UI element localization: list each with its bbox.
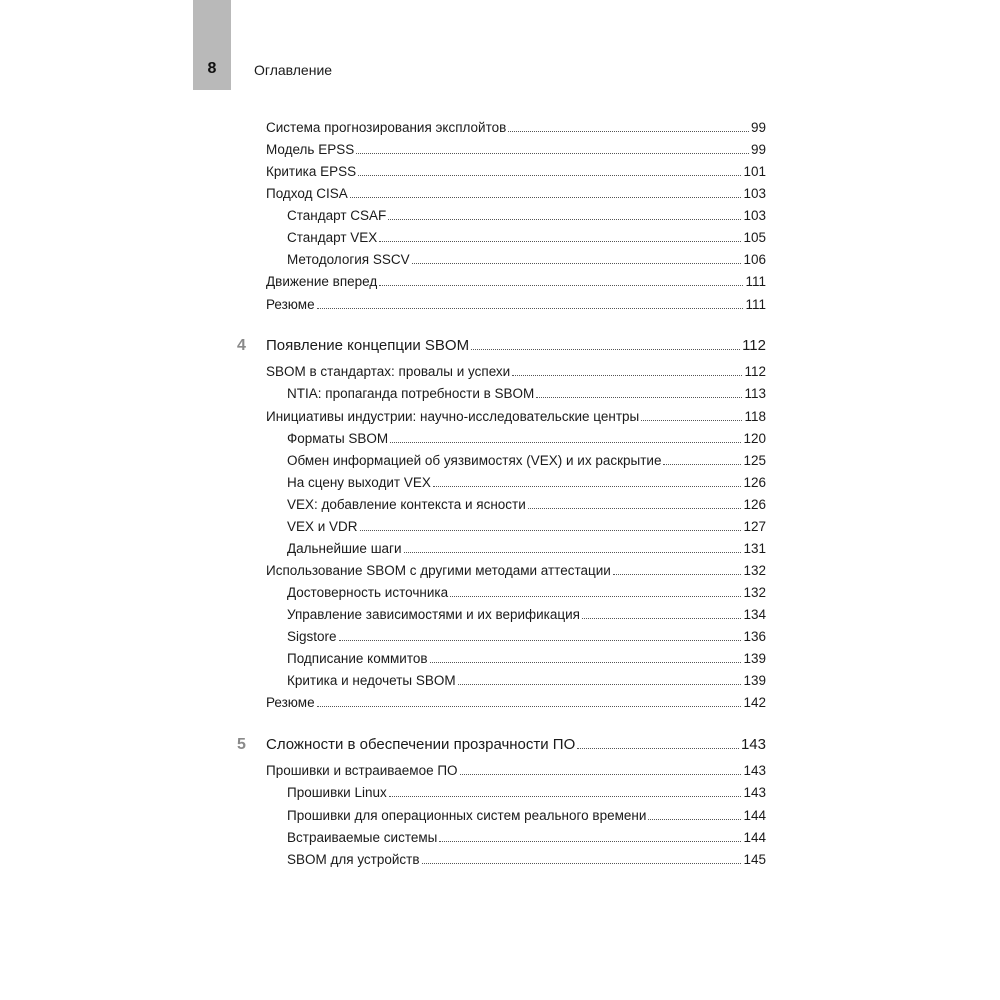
- dot-leader: [379, 284, 743, 286]
- dot-leader: [412, 262, 742, 264]
- toc-entry-title: Прошивки Linux: [287, 785, 387, 800]
- toc-entry-page: 136: [743, 629, 766, 644]
- toc-entry-page: 144: [743, 808, 766, 823]
- toc-entry: [266, 295, 766, 315]
- toc-entry: [287, 671, 766, 691]
- toc-entry-title: Форматы SBOM: [287, 431, 389, 446]
- toc-entry-page: 111: [745, 297, 766, 312]
- toc-entry: [287, 539, 766, 559]
- toc-entry-title: VEX и VDR: [287, 519, 358, 534]
- toc-entry: [287, 495, 766, 515]
- toc-entry: [266, 561, 766, 581]
- toc-entry-page: 143: [743, 763, 766, 778]
- toc-entry-title: Подписание коммитов: [287, 651, 428, 666]
- toc-entry-title: Появление концепции SBOM: [266, 337, 470, 354]
- dot-leader: [404, 551, 742, 553]
- dot-leader: [439, 840, 741, 842]
- toc-entry: [287, 783, 766, 803]
- toc-entry-page: 143: [740, 736, 766, 753]
- toc-entry-page: 103: [743, 208, 766, 223]
- dot-leader: [577, 747, 739, 749]
- toc-entry: [266, 761, 766, 781]
- toc-entry-title: Сложности в обеспечении прозрачности ПО: [266, 736, 576, 753]
- toc-entry-page: 103: [743, 186, 766, 201]
- toc-entry-title: Прошивки для операционных систем реального времени: [287, 808, 647, 823]
- toc-entry-title: Критика и недочеты SBOM: [287, 673, 456, 688]
- toc-entry-title: Sigstore: [287, 629, 337, 644]
- toc-entry: [266, 140, 766, 160]
- toc-entry: [287, 806, 766, 826]
- toc-entry-page: 120: [743, 431, 766, 446]
- dot-leader: [389, 795, 742, 797]
- dot-leader: [663, 463, 741, 465]
- toc-entry-page: 125: [743, 453, 766, 468]
- toc-entry-page: 139: [743, 673, 766, 688]
- dot-leader: [648, 818, 741, 820]
- toc-entry-title: Прошивки и встраиваемое ПО: [266, 763, 458, 778]
- toc-entry: [287, 649, 766, 669]
- toc-entry-title: Стандарт VEX: [287, 230, 378, 245]
- dot-leader: [471, 348, 740, 350]
- toc-chapter-entry: [266, 735, 766, 755]
- toc-entry: [287, 384, 766, 404]
- toc-entry-title: Инициативы индустрии: научно-исследовательские центры: [266, 409, 640, 424]
- toc-entry: [287, 583, 766, 603]
- toc-entry: [287, 250, 766, 270]
- toc-entry: [287, 517, 766, 537]
- chapter-number: 5: [237, 736, 246, 753]
- dot-leader: [433, 485, 742, 487]
- toc-entry-title: Резюме: [266, 297, 315, 312]
- toc-entry: [266, 184, 766, 204]
- dot-leader: [641, 419, 742, 421]
- toc-entry-page: 106: [743, 252, 766, 267]
- toc-entry: [287, 473, 766, 493]
- toc-entry-title: Подход CISA: [266, 186, 348, 201]
- dot-leader: [430, 661, 742, 663]
- dot-leader: [528, 507, 742, 509]
- toc-entry-title: Достоверность источника: [287, 585, 449, 600]
- toc-entry-title: SBOM для устройств: [287, 852, 420, 867]
- dot-leader: [512, 374, 742, 376]
- toc-entry-page: 112: [744, 364, 766, 379]
- toc-entry-page: 111: [745, 274, 766, 289]
- toc-entry: [266, 272, 766, 292]
- toc-entry-title: Резюме: [266, 695, 315, 710]
- dot-leader: [350, 196, 742, 198]
- dot-leader: [339, 639, 742, 641]
- dot-leader: [356, 152, 749, 154]
- dot-leader: [582, 617, 742, 619]
- toc-entry: [287, 605, 766, 625]
- toc-entry: [287, 828, 766, 848]
- dot-leader: [379, 240, 741, 242]
- toc-entry: [287, 451, 766, 471]
- toc-entry-title: SBOM в стандартах: провалы и успехи: [266, 364, 511, 379]
- toc-entry-page: 131: [743, 541, 766, 556]
- toc-entry-page: 112: [742, 337, 766, 354]
- toc-entry-title: Методология SSCV: [287, 252, 410, 267]
- dot-leader: [536, 396, 742, 398]
- toc-entry-page: 134: [743, 607, 766, 622]
- toc-entry-title: Система прогнозирования эксплойтов: [266, 120, 507, 135]
- dot-leader: [422, 862, 742, 864]
- toc-entry-title: Встраиваемые системы: [287, 830, 438, 845]
- toc-entry: [287, 206, 766, 226]
- toc-entry-page: 126: [743, 475, 766, 490]
- toc-entry-page: 139: [743, 651, 766, 666]
- toc-entry: [287, 228, 766, 248]
- toc-entry-page: 145: [743, 852, 766, 867]
- running-title: Оглавление: [254, 62, 333, 78]
- dot-leader: [460, 773, 742, 775]
- toc-entry-title: Управление зависимостями и их верификация: [287, 607, 580, 622]
- toc-entry-title: Использование SBOM с другими методами аттестации: [266, 563, 611, 578]
- dot-leader: [317, 307, 744, 309]
- toc-entry-page: 118: [744, 409, 766, 424]
- toc-entry-title: Стандарт CSAF: [287, 208, 387, 223]
- dot-leader: [450, 595, 741, 597]
- toc-entry: [287, 627, 766, 647]
- toc-entry-page: 126: [743, 497, 766, 512]
- toc-entry-page: 144: [743, 830, 766, 845]
- toc-entry-title: Дальнейшие шаги: [287, 541, 402, 556]
- toc-entry-page: 99: [750, 120, 766, 135]
- toc-entry: [266, 693, 766, 713]
- dot-leader: [390, 441, 741, 443]
- toc-entry-title: На сцену выходит VEX: [287, 475, 431, 490]
- dot-leader: [358, 174, 741, 176]
- toc-entry-title: Обмен информацией об уязвимостях (VEX) и их раскрытие: [287, 453, 662, 468]
- dot-leader: [360, 529, 742, 531]
- toc-entry-title: Критика EPSS: [266, 164, 357, 179]
- toc-entry: [266, 162, 766, 182]
- toc-entry-page: 113: [744, 386, 766, 401]
- toc-entry: [287, 429, 766, 449]
- page-number: 8: [207, 60, 217, 77]
- toc-entry-page: 127: [743, 519, 766, 534]
- toc-entry-title: NTIA: пропаганда потребности в SBOM: [287, 386, 535, 401]
- toc-entry-page: 132: [743, 563, 766, 578]
- dot-leader: [508, 130, 749, 132]
- toc-entry-page: 132: [743, 585, 766, 600]
- chapter-number: 4: [237, 337, 246, 354]
- dot-leader: [613, 573, 742, 575]
- toc-entry: [266, 362, 766, 382]
- dot-leader: [458, 683, 742, 685]
- dot-leader: [388, 218, 741, 220]
- toc-entry-page: 101: [743, 164, 766, 179]
- toc-entry-page: 99: [750, 142, 766, 157]
- toc-entry-title: VEX: добавление контекста и ясности: [287, 497, 526, 512]
- toc-entry-page: 142: [743, 695, 766, 710]
- toc-entry-title: Модель EPSS: [266, 142, 355, 157]
- dot-leader: [317, 705, 742, 707]
- toc-entry: [266, 118, 766, 138]
- toc-entry-title: Движение вперед: [266, 274, 378, 289]
- toc-chapter-entry: [266, 336, 766, 356]
- toc-entry-page: 105: [743, 230, 766, 245]
- toc-entry-page: 143: [743, 785, 766, 800]
- toc-entry: [287, 850, 766, 870]
- toc-entry: [266, 407, 766, 427]
